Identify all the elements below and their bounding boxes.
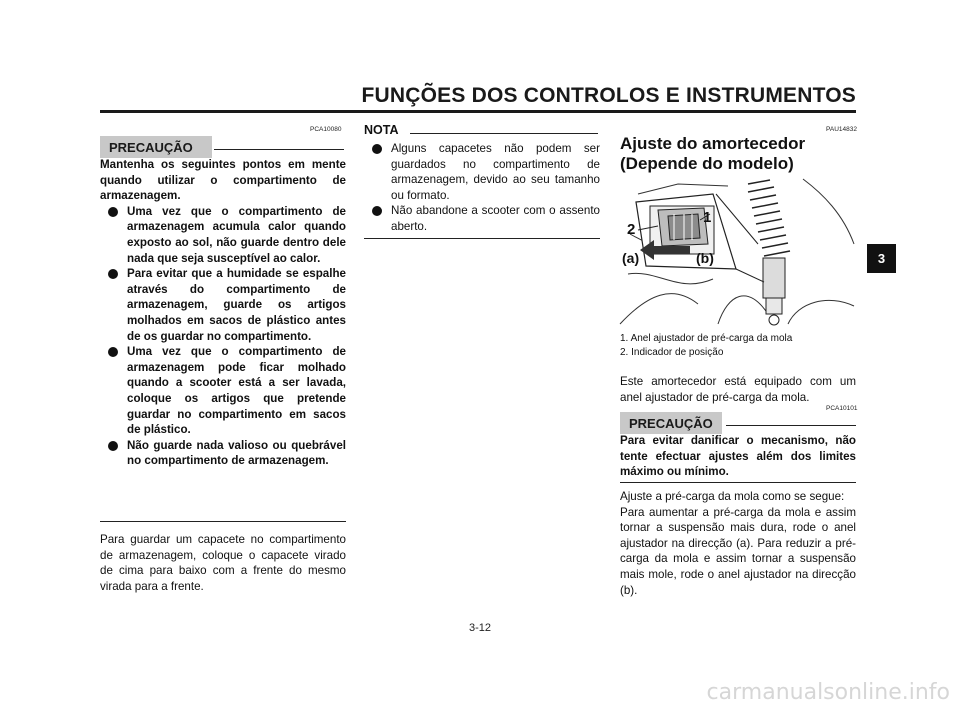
caution-label: PRECAUÇÃO xyxy=(100,136,212,158)
caption-2: 2. Indicador de posição xyxy=(620,347,724,358)
nota-label: NOTA xyxy=(364,123,399,137)
adjust-instructions xyxy=(620,489,856,598)
caution-end-rule-2 xyxy=(620,482,856,483)
figure-label-2: 2 xyxy=(627,221,636,238)
bullet-icon xyxy=(108,441,118,451)
caution-end-rule xyxy=(100,521,346,522)
caution-text-2: Para evitar danificar o mecanismo, não tente efectuar ajustes além dos limites máximo ou mínimo. xyxy=(620,434,856,479)
nota-content xyxy=(364,141,600,235)
bullet-icon xyxy=(372,206,382,216)
caution-rule-2 xyxy=(726,425,856,426)
page-header-title: FUNÇÕES DOS CONTROLOS E INSTRUMENTOS xyxy=(361,84,856,107)
figure-label-a: (a) xyxy=(622,250,640,266)
figure-captions xyxy=(620,332,792,360)
chapter-tab[interactable]: 3 xyxy=(867,244,896,273)
caution-code: PCA10080 xyxy=(310,126,342,133)
bullet-icon xyxy=(108,207,118,217)
adjust-detail: Para aumentar a pré-carga da mola e assim tornar a suspensão mais dura, rode o anel ajustador na direcção (a). Para reduzir a pré-carga da mola e assim tornar a suspensão mais mole, rode o anel ajustador na direcção (b). xyxy=(620,505,856,597)
caution-bullet: Para evitar que a humidade se espalhe através do compartimento de armazenagem, guarde os artigos molhados em sacos de plástico antes de os guardar no compartimento. xyxy=(100,266,346,344)
figure-label-b: (b) xyxy=(696,250,714,266)
bullet-icon xyxy=(108,269,118,279)
left-column xyxy=(100,157,346,469)
bullet-icon xyxy=(372,144,382,154)
watermark: carmanualsonline.info xyxy=(706,680,950,705)
caution-bullet: Uma vez que o compartimento de armazenagem acumula calor quando exposto ao sol, não guarde dentro dele nada que seja susceptível ao calor. xyxy=(100,204,346,266)
caption-1: 1. Anel ajustador de pré-carga da mola xyxy=(620,333,793,344)
nota-bullet: Alguns capacetes não podem ser guardados no compartimento de armazenagem, devido ao seu tamanho ou formato. xyxy=(364,141,600,203)
nota-bullet: Não abandone a scooter com o assento aberto. xyxy=(364,203,600,234)
adjust-intro: Ajuste a pré-carga da mola como se segue: xyxy=(620,490,845,503)
shock-intro-paragraph: Este amortecedor está equipado com um anel ajustador de pré-carga da mola. xyxy=(620,375,856,404)
figure-label-1: 1 xyxy=(703,209,712,226)
caution-bullet: Uma vez que o compartimento de armazenagem pode ficar molhado quando a scooter está a ser lavada, coloque os artigos que pretende guardar no compartimento em sacos de plástico. xyxy=(100,344,346,438)
helmet-paragraph: Para guardar um capacete no compartimento de armazenagem, coloque o capacete virado de cima para baixo com a frente do mesmo virada para a frente. xyxy=(100,533,346,593)
section-code: PAU14832 xyxy=(826,126,857,133)
caution-intro: Mantenha os seguintes pontos em mente quando utilizar o compartimento de armazenagem. xyxy=(100,158,346,203)
nota-rule xyxy=(410,133,598,134)
section-title: Ajuste do amortecedor (Depende do modelo) xyxy=(620,134,806,173)
shock-absorber-figure xyxy=(618,174,856,327)
page-number: 3-12 xyxy=(468,622,492,634)
bullet-icon xyxy=(108,347,118,357)
header-rule xyxy=(100,110,856,113)
caution-label-2: PRECAUÇÃO xyxy=(620,412,722,434)
caution-bullet: Não guarde nada valioso ou quebrável no compartimento de armazenagem. xyxy=(100,438,346,469)
nota-end-rule xyxy=(364,238,600,239)
caution-rule xyxy=(214,149,344,150)
caution-code-2: PCA10101 xyxy=(826,405,858,412)
